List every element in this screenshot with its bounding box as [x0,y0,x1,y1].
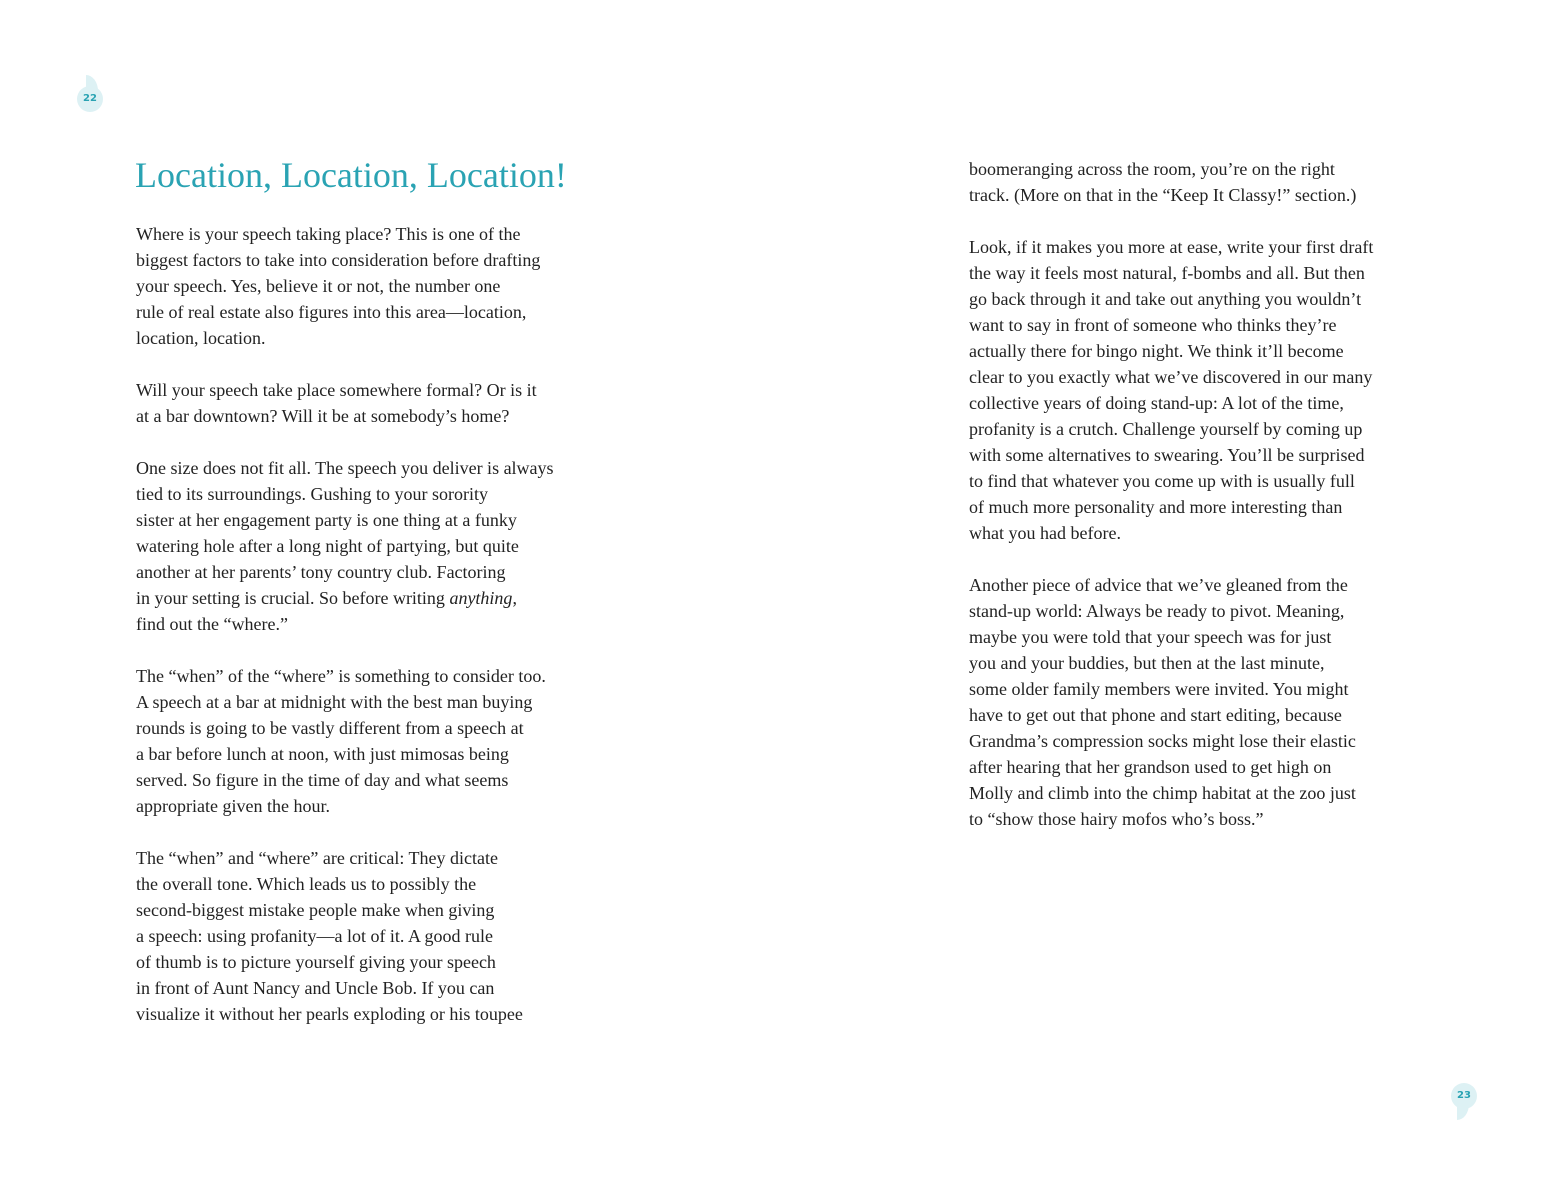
left-column [136,221,606,1053]
text-line: location, location. [136,328,266,348]
quote-mark-icon [86,75,98,91]
text-line [136,585,606,611]
text-line: you and your buddies, but then at the last minute, [969,653,1325,673]
text-line: find out the “where.” [136,614,288,634]
text-line: One size does not fit all. The speech you deliver is always [136,458,554,478]
text-line: Grandma’s compression socks might lose their elastic [969,731,1356,751]
text-line: The “when” and “where” are critical: They dictate [136,848,498,868]
text-line: have to get out that phone and start editing, because [969,705,1342,725]
text-line: watering hole after a long night of partying, but quite [136,536,519,556]
text-line: biggest factors to take into consideration before drafting [136,250,541,270]
text-line: rule of real estate also figures into this area—location, [136,302,527,322]
text-line: maybe you were told that your speech was for just [969,627,1332,647]
page-number-left: 22 [83,93,97,104]
paragraph [136,455,606,637]
paragraph [969,572,1439,832]
text-line: the way it feels most natural, f-bombs and all. But then [969,263,1365,283]
text-line: served. So figure in the time of day and what seems [136,770,509,790]
text-line: Look, if it makes you more at ease, write your first draft [969,237,1374,257]
text-line: Molly and climb into the chimp habitat at the zoo just [969,783,1356,803]
text-line: collective years of doing stand-up: A lot of the time, [969,393,1344,413]
text-line: what you had before. [969,523,1121,543]
text-line: stand-up world: Always be ready to pivot. Meaning, [969,601,1345,621]
page-number-right: 23 [1457,1090,1471,1101]
paragraph [136,221,606,351]
section-heading: Location, Location, Location! [135,155,567,195]
text-line: go back through it and take out anything you wouldn’t [969,289,1362,309]
text-segment: , [512,588,517,608]
paragraph [136,845,606,1027]
right-column [969,156,1439,858]
text-line: appropriate given the hour. [136,796,330,816]
text-line: second-biggest mistake people make when giving [136,900,495,920]
text-line: boomeranging across the room, you’re on the right [969,159,1335,179]
paragraph [969,156,1439,208]
text-line: Will your speech take place somewhere formal? Or is it [136,380,537,400]
text-line: the overall tone. Which leads us to possibly the [136,874,477,894]
text-line: visualize it without her pearls exploding or his toupee [136,1004,523,1024]
text-line: tied to its surroundings. Gushing to your sorority [136,484,488,504]
text-line: Another piece of advice that we’ve gleaned from the [969,575,1348,595]
text-line: rounds is going to be vastly different from a speech at [136,718,524,738]
text-line: profanity is a crutch. Challenge yourself by coming up [969,419,1363,439]
text-line: track. (More on that in the “Keep It Classy!” section.) [969,185,1357,205]
text-line: some older family members were invited. You might [969,679,1349,699]
text-line: of thumb is to picture yourself giving your speech [136,952,496,972]
text-line: a bar before lunch at noon, with just mimosas being [136,744,509,764]
text-line: clear to you exactly what we’ve discovered in our many [969,367,1373,387]
paragraph [136,663,606,819]
paragraph [969,234,1439,546]
text-segment: in your setting is crucial. So before writing [136,588,450,608]
text-line: want to say in front of someone who thinks they’re [969,315,1337,335]
text-line: a speech: using profanity—a lot of it. A good rule [136,926,493,946]
text-line: at a bar downtown? Will it be at somebody’s home? [136,406,510,426]
text-line: after hearing that her grandson used to get high on [969,757,1332,777]
text-line: to “show those hairy mofos who’s boss.” [969,809,1264,829]
text-line: sister at her engagement party is one thing at a funky [136,510,517,530]
text-line: The “when” of the “where” is something to consider too. [136,666,546,686]
page-number-marker-right [1451,1083,1477,1109]
text-line: actually there for bingo night. We think it’ll become [969,341,1344,361]
text-line: your speech. Yes, believe it or not, the number one [136,276,501,296]
text-line: to find that whatever you come up with is usually full [969,471,1355,491]
text-line: in front of Aunt Nancy and Uncle Bob. If you can [136,978,495,998]
text-line: A speech at a bar at midnight with the best man buying [136,692,533,712]
page-number-marker-left [77,86,103,112]
paragraph [136,377,606,429]
text-line: of much more personality and more interesting than [969,497,1343,517]
emphasized-word: anything [449,588,513,608]
quote-mark-icon [1457,1104,1469,1120]
text-line: another at her parents’ tony country club. Factoring [136,562,506,582]
text-line: Where is your speech taking place? This is one of the [136,224,521,244]
text-line: with some alternatives to swearing. You’ll be surprised [969,445,1365,465]
